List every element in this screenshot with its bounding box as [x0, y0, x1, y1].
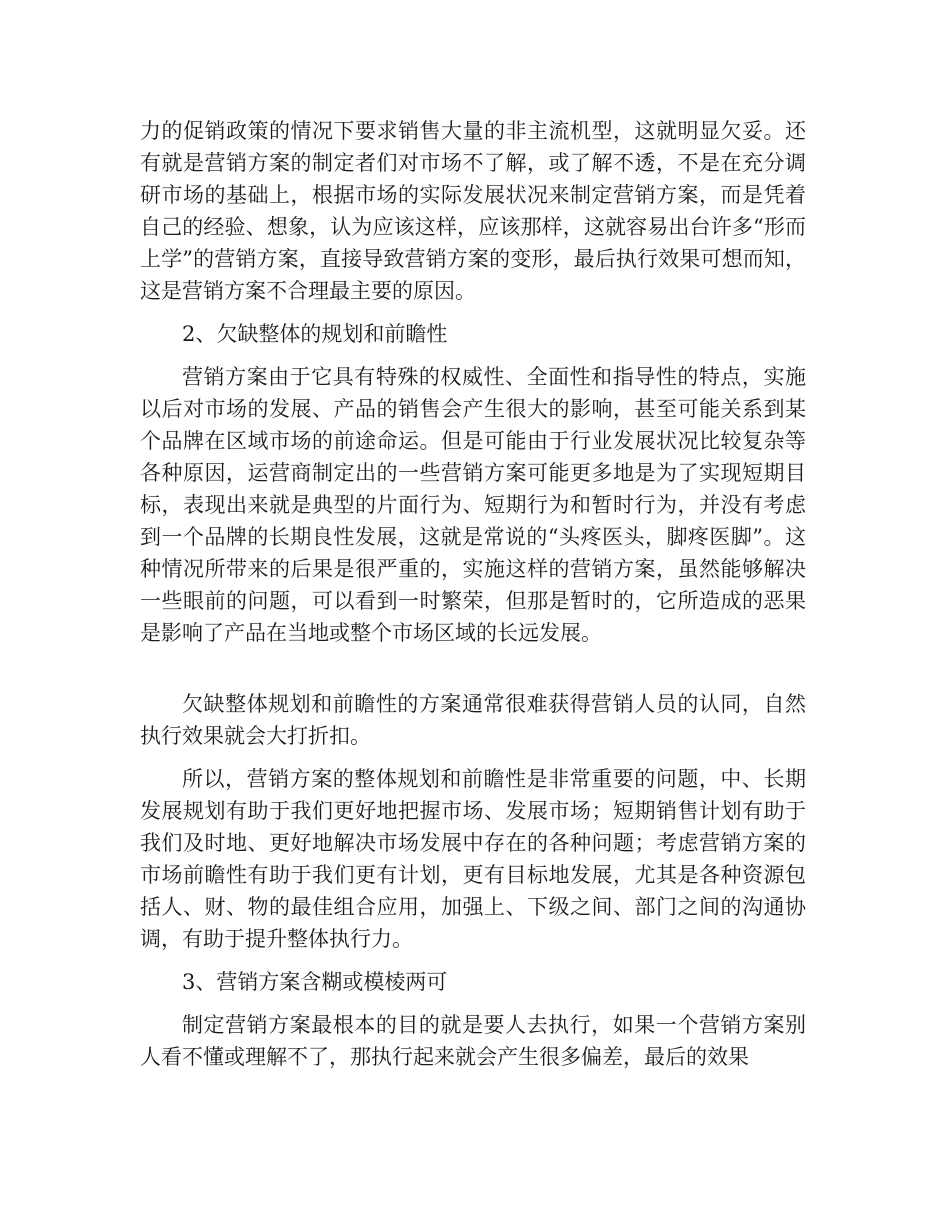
- paragraph-importance-of-planning: 所以，营销方案的整体规划和前瞻性是非常重要的问题，中、长期发展规划有助于我们更好地把握市场、发展市场；短期销售计划有助于我们及时地、更好地解决市场发展中存在的各种问题；考虑营销方案的市场前瞻性有助于我们更有计划，更有目标地发展，尤其是各种资源包括人、财、物的最佳组合应用，加强上、下级之间、部门之间的沟通协调，有助于提升整体执行力。: [140, 767, 806, 951]
- section-heading-3: 3、营销方案含糊或模棱两可: [182, 970, 448, 994]
- document-body: [140, 115, 806, 1084]
- paragraph-lack-of-recognition: 欠缺整体规划和前瞻性的方案通常很难获得营销人员的认同，自然执行效果就会大打折扣。: [140, 692, 806, 748]
- paragraph-continued-intro: 力的促销政策的情况下要求销售大量的非主流机型，这就明显欠妥。还有就是营销方案的制定者们对市场不了解，或了解不透，不是在充分调研市场的基础上，根据市场的实际发展状况来制定营销方案，而是凭着自己的经验、想象，认为应该这样，应该那样，这就容易出台许多“形而上学”的营销方案，直接导致营销方案的变形，最后执行效果可想而知，这是营销方案不合理最主要的原因。: [140, 119, 806, 303]
- paragraph-gap: [140, 660, 806, 688]
- paragraph-execution-purpose: 制定营销方案最根本的目的就是要人去执行，如果一个营销方案别人看不懂或理解不了，那执行起来就会产生很多偏差，最后的效果: [140, 1013, 806, 1069]
- section-heading-2: 2、欠缺整体的规划和前瞻性: [182, 322, 448, 346]
- paragraph-planning-impact: 营销方案由于它具有特殊的权威性、全面性和指导性的特点，实施以后对市场的发展、产品的销售会产生很大的影响，甚至可能关系到某个品牌在区域市场的前途命运。但是可能由于行业发展状况比较复杂等各种原因，运营商制定出的一些营销方案可能更多地是为了实现短期目标，表现出来就是典型的片面行为、短期行为和暂时行为，并没有考虑到一个品牌的长期良性发展，这就是常说的“头疼医头，脚疼医脚”。这种情况所带来的后果是很严重的，实施这样的营销方案，虽然能够解决一些眼前的问题，可以看到一时繁荣，但那是暂时的，它所造成的恶果是影响了产品在当地或整个市场区域的长远发展。: [140, 365, 806, 645]
